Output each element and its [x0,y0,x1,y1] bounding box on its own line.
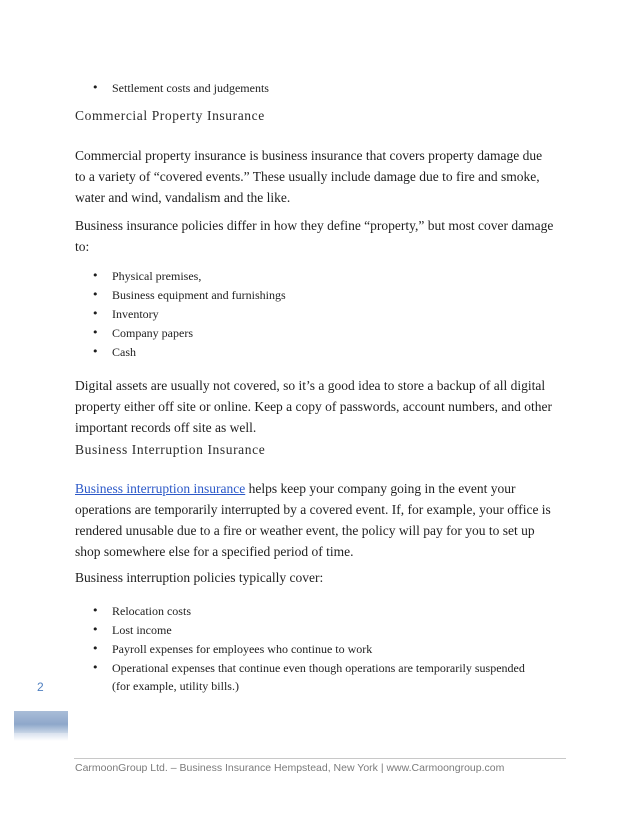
text-line: Commercial property insurance is business insurance that covers property damage due [75,148,543,163]
list-item: • Business equipment and furnishings [112,287,286,303]
list-item: • Cash [112,344,136,360]
list-item: • Physical premises, [112,268,201,284]
paragraph-business-interruption [75,478,567,562]
list-item: • Settlement costs and judgements [112,80,269,96]
page-tab-decoration [14,711,68,733]
paragraph-interruption-policies: Business interruption policies typically cover: [75,570,324,585]
page-number: 2 [37,680,44,694]
list-item: • Operational expenses that continue even though operations are temporarily suspended [112,660,525,676]
text-line: operations are temporarily interrupted by a covered event. If, for example, your office is [75,502,551,517]
list-item: • Lost income [112,622,172,638]
text-line: important records off site as well. [75,420,257,435]
text-line: rendered unusable due to a fire or weather event, the policy will pay for you to set up [75,523,535,538]
business-interruption-insurance-link[interactable]: Business interruption insurance [75,481,246,496]
text-line: water and wind, vandalism and the like. [75,190,291,205]
text-line [75,478,567,499]
section-heading-commercial-property: Commercial Property Insurance [75,108,265,123]
paragraph-property-definition [75,215,567,257]
list-item-continuation: (for example, utility bills.) [112,679,239,693]
text-line: to a variety of “covered events.” These usually include damage due to fire and smoke, [75,169,540,184]
list-item: • Payroll expenses for employees who continue to work [112,641,372,657]
paragraph-digital-assets [75,375,567,438]
text-line: shop somewhere else for a specified period of time. [75,544,354,559]
list-item: • Relocation costs [112,603,191,619]
text-line: Digital assets are usually not covered, so it’s a good idea to store a backup of all digital [75,378,546,393]
list-item: • Company papers [112,325,193,341]
text-run: helps keep your company going in the event your [245,481,516,496]
section-heading-business-interruption: Business Interruption Insurance [75,442,266,457]
text-line: Business insurance policies differ in how they define “property,” but most cover damage [75,218,554,233]
footer-text: CarmoonGroup Ltd. – Business Insurance Hempstead, New York | www.Carmoongroup.com [75,762,505,774]
text-line: property either off site or online. Keep a copy of passwords, account numbers, and other [75,399,552,414]
page-tab-reflection [14,733,68,741]
text-line: to: [75,239,90,254]
paragraph-commercial-property-definition [75,145,567,208]
list-item: • Inventory [112,306,159,322]
footer-divider [74,758,566,759]
